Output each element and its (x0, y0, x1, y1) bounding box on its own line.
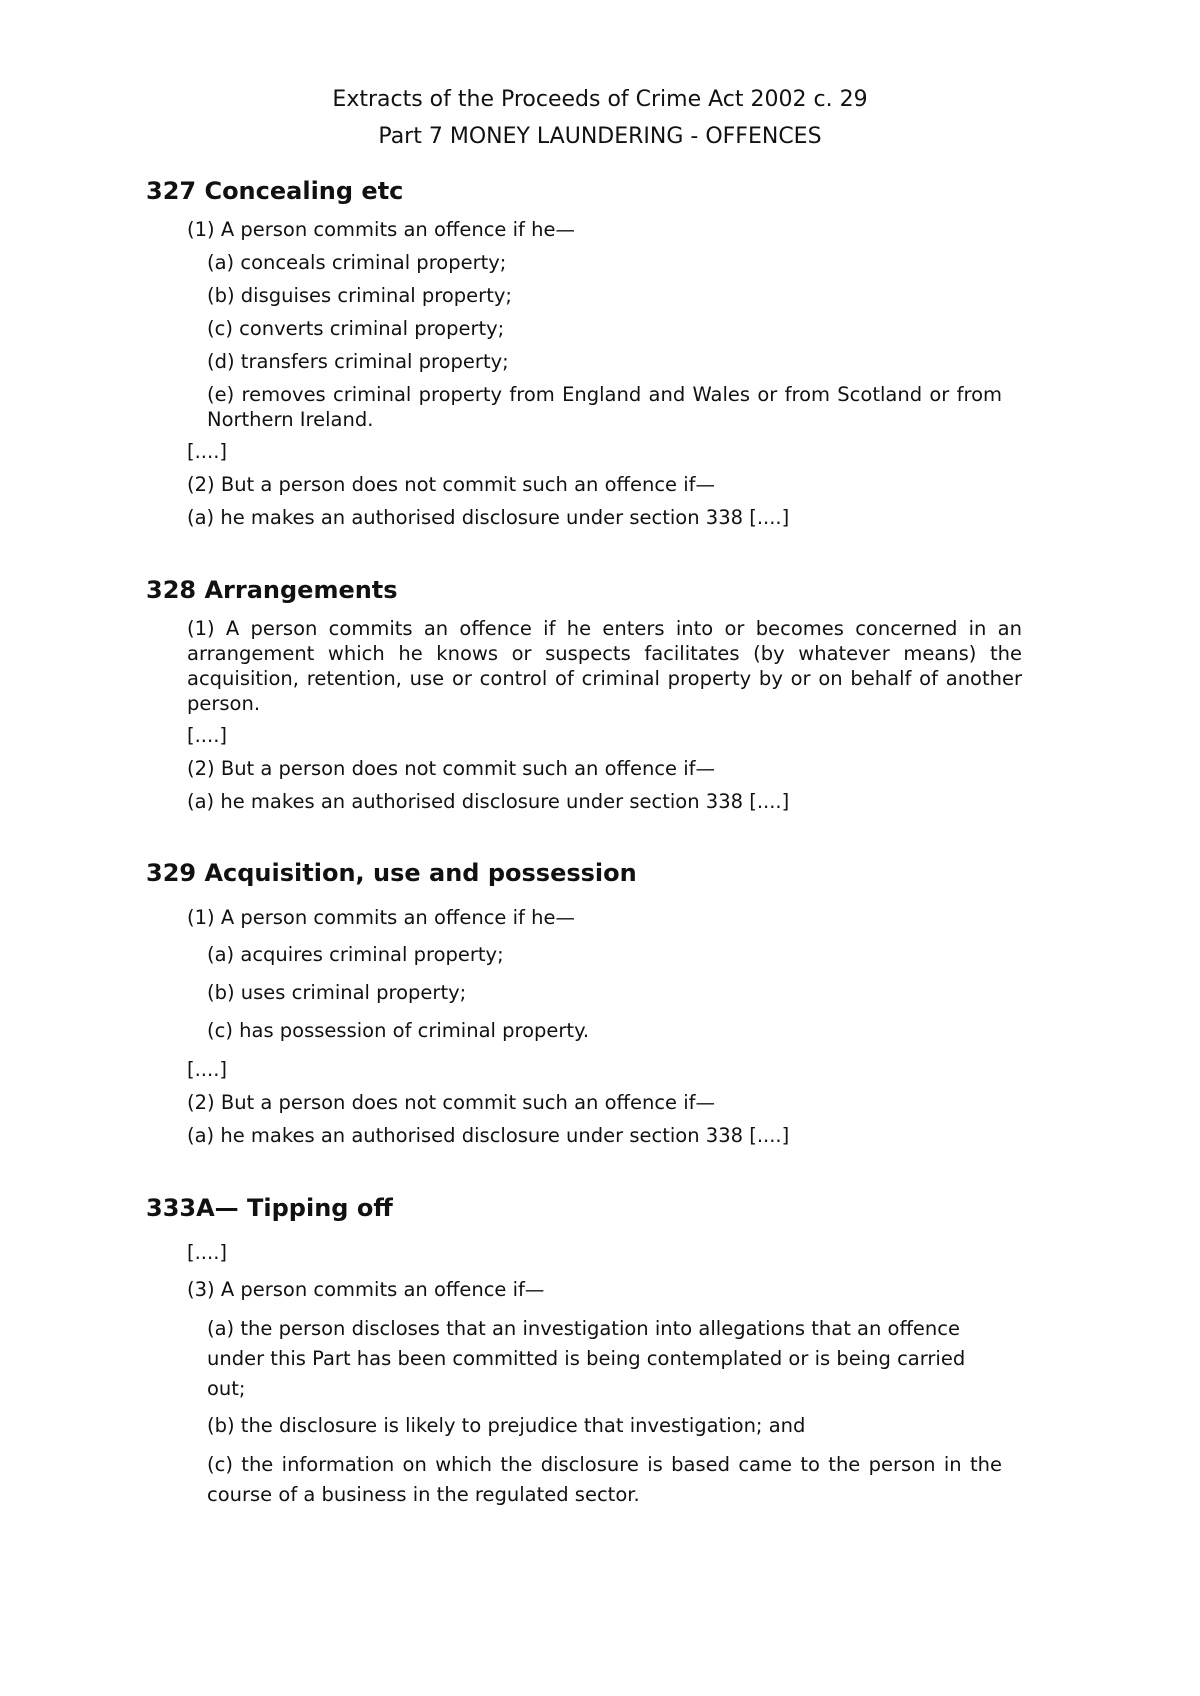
section-327-heading: 327 Concealing etc (146, 177, 404, 205)
s333a-subsection-3: (3) A person commits an offence if— (187, 1278, 545, 1301)
s327-item-a: (a) conceals criminal property; (207, 251, 507, 274)
s327-item-b: (b) disguises criminal property; (207, 284, 512, 307)
s329-subsection-2: (2) But a person does not commit such an offence if— (187, 1091, 716, 1114)
s327-item-c: (c) converts criminal property; (207, 317, 505, 340)
s329-item-b: (b) uses criminal property; (207, 981, 467, 1004)
s327-ellipsis: [....] (187, 440, 228, 463)
s333a-item-b: (b) the disclosure is likely to prejudice that investigation; and (207, 1414, 806, 1437)
document-subtitle: Part 7 MONEY LAUNDERING - OFFENCES (378, 124, 822, 149)
s329-item-a: (a) acquires criminal property; (207, 943, 504, 966)
document-title: Extracts of the Proceeds of Crime Act 2002 c. 29 (332, 87, 868, 112)
s328-subsection-2: (2) But a person does not commit such an offence if— (187, 757, 716, 780)
s328-subsection-2a: (a) he makes an authorised disclosure under section 338 [....] (187, 790, 790, 813)
section-329-heading: 329 Acquisition, use and possession (146, 859, 637, 887)
s327-item-d: (d) transfers criminal property; (207, 350, 509, 373)
s327-subsection-1: (1) A person commits an offence if he— (187, 218, 575, 241)
s333a-ellipsis: [....] (187, 1241, 228, 1264)
s329-subsection-2a: (a) he makes an authorised disclosure under section 338 [....] (187, 1124, 790, 1147)
s329-subsection-1: (1) A person commits an offence if he— (187, 906, 575, 929)
s333a-item-c: (c) the information on which the disclosure is based came to the person in the course of a business in the regulated sector. (207, 1453, 1002, 1506)
s327-item-e: (e) removes criminal property from England and Wales or from Scotland or from Northern Ireland. (207, 383, 1002, 431)
section-333a-heading: 333A— Tipping off (146, 1194, 393, 1222)
s329-ellipsis: [....] (187, 1058, 228, 1081)
section-328-heading: 328 Arrangements (146, 576, 398, 604)
s328-subsection-1: (1) A person commits an offence if he enters into or becomes concerned in an arrangement which he knows or suspects facilitates (by whatever means) the acquisition, retention, use or control of criminal property by or on behalf of another person. (187, 617, 1022, 715)
s328-ellipsis: [....] (187, 724, 228, 747)
s327-subsection-2a: (a) he makes an authorised disclosure under section 338 [....] (187, 506, 790, 529)
s333a-item-a: (a) the person discloses that an investigation into allegations that an offence under this Part has been committed is being contemplated or is being carried out; (207, 1317, 966, 1400)
s327-subsection-2: (2) But a person does not commit such an offence if— (187, 473, 716, 496)
s329-item-c: (c) has possession of criminal property. (207, 1019, 590, 1042)
